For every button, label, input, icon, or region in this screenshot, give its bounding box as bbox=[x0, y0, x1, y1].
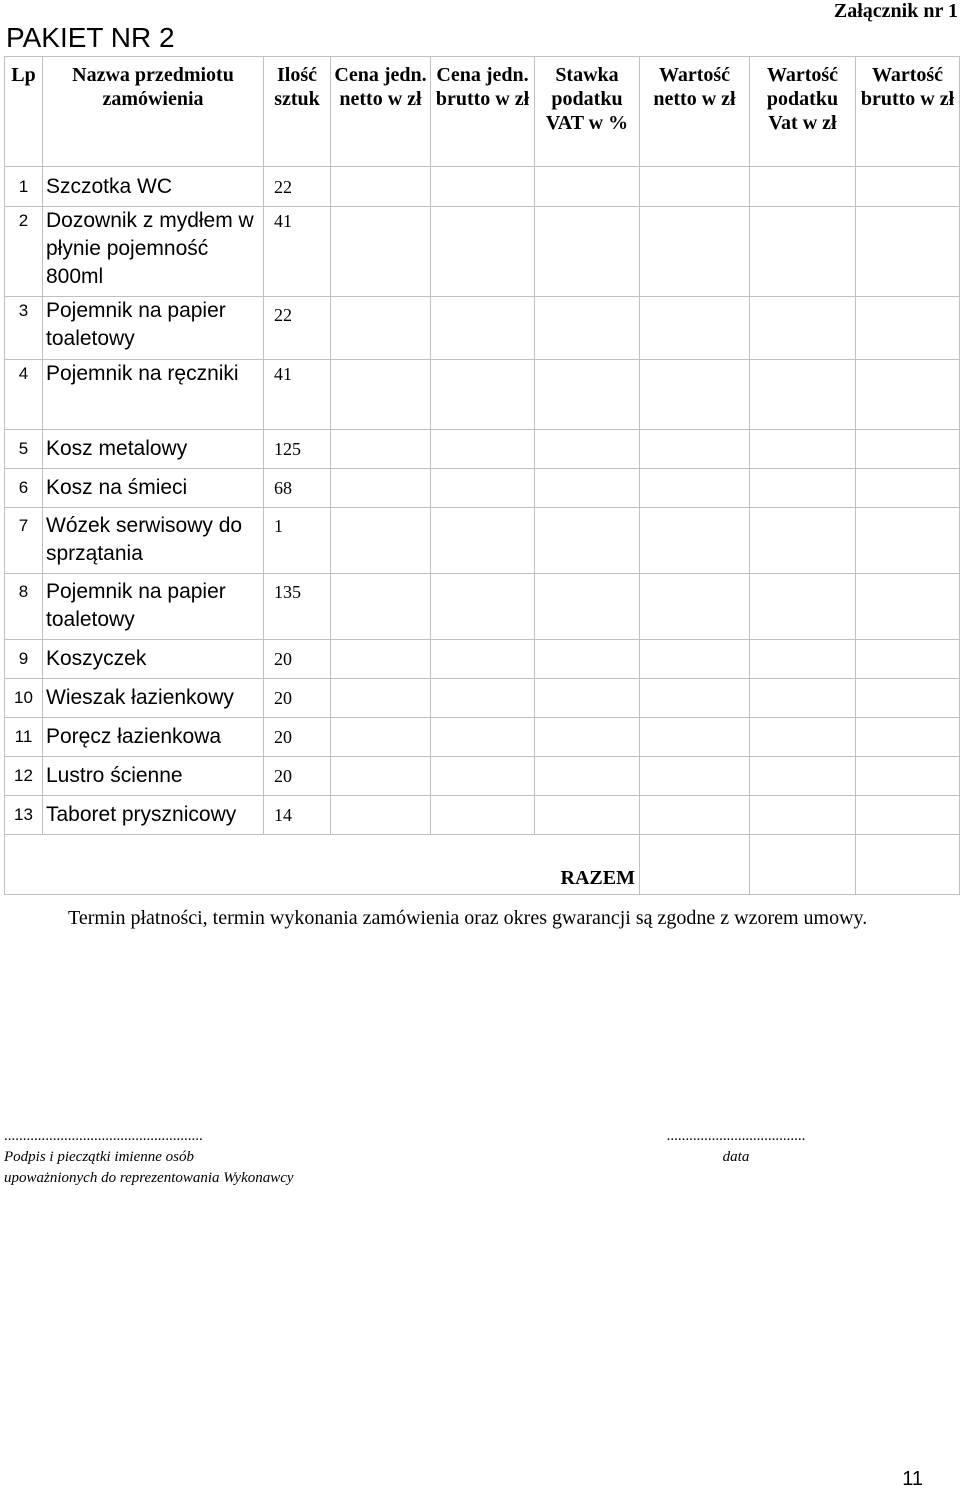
col-header-lp: Lp bbox=[5, 57, 43, 167]
row-lp: 4 bbox=[5, 360, 43, 430]
row-name: Wieszak łazienkowy bbox=[43, 679, 264, 718]
signature-label-line2: upoważnionych do reprezentowania Wykonawcy bbox=[4, 1170, 294, 1186]
gross-value-cell[interactable] bbox=[856, 574, 960, 640]
row-lp: 10 bbox=[5, 679, 43, 718]
col-header-net-value: Wartość netto w zł bbox=[640, 57, 750, 167]
row-qty: 14 bbox=[264, 796, 331, 835]
net-unit-cell[interactable] bbox=[331, 718, 431, 757]
vat-rate-cell[interactable] bbox=[535, 718, 640, 757]
gross-value-cell[interactable] bbox=[856, 360, 960, 430]
row-name: Koszyczek bbox=[43, 640, 264, 679]
row-qty: 22 bbox=[264, 167, 331, 207]
row-lp: 2 bbox=[5, 207, 43, 297]
net-value-cell[interactable] bbox=[640, 718, 750, 757]
row-lp: 9 bbox=[5, 640, 43, 679]
vat-rate-cell[interactable] bbox=[535, 508, 640, 574]
table-row bbox=[5, 469, 960, 508]
gross-value-cell[interactable] bbox=[856, 469, 960, 508]
vat-value-cell[interactable] bbox=[750, 207, 856, 297]
gross-unit-cell[interactable] bbox=[431, 796, 535, 835]
row-lp: 6 bbox=[5, 469, 43, 508]
vat-rate-cell[interactable] bbox=[535, 360, 640, 430]
col-header-vat-value: Wartość podatku Vat w zł bbox=[750, 57, 856, 167]
gross-unit-cell[interactable] bbox=[431, 508, 535, 574]
row-lp: 8 bbox=[5, 574, 43, 640]
row-qty: 68 bbox=[264, 469, 331, 508]
row-lp: 11 bbox=[5, 718, 43, 757]
net-value-cell[interactable] bbox=[640, 167, 750, 207]
net-value-cell[interactable] bbox=[640, 757, 750, 796]
row-lp: 13 bbox=[5, 796, 43, 835]
row-qty: 20 bbox=[264, 718, 331, 757]
gross-value-cell[interactable] bbox=[856, 207, 960, 297]
package-title: PAKIET NR 2 bbox=[6, 22, 175, 53]
net-unit-cell[interactable] bbox=[331, 796, 431, 835]
row-qty: 41 bbox=[264, 360, 331, 430]
gross-value-cell[interactable] bbox=[856, 679, 960, 718]
row-name: Szczotka WC bbox=[43, 167, 264, 207]
signature-label-line1: Podpis i pieczątki imienne osób bbox=[4, 1149, 194, 1165]
gross-value-cell[interactable] bbox=[856, 796, 960, 835]
gross-value-cell[interactable] bbox=[856, 640, 960, 679]
table-row bbox=[5, 508, 960, 574]
net-value-cell[interactable] bbox=[640, 574, 750, 640]
table-row bbox=[5, 796, 960, 835]
net-value-cell[interactable] bbox=[640, 796, 750, 835]
vat-rate-cell[interactable] bbox=[535, 640, 640, 679]
net-value-cell[interactable] bbox=[640, 640, 750, 679]
row-name: Kosz metalowy bbox=[43, 430, 264, 469]
table-row bbox=[5, 430, 960, 469]
date-label: data bbox=[722, 1149, 750, 1165]
total-vat-value-cell[interactable] bbox=[750, 835, 856, 895]
vat-value-cell[interactable] bbox=[750, 360, 856, 430]
net-unit-cell[interactable] bbox=[331, 679, 431, 718]
net-unit-cell[interactable] bbox=[331, 430, 431, 469]
gross-unit-cell[interactable] bbox=[431, 360, 535, 430]
vat-value-cell[interactable] bbox=[750, 297, 856, 360]
total-row bbox=[5, 835, 960, 895]
net-unit-cell[interactable] bbox=[331, 640, 431, 679]
vat-value-cell[interactable] bbox=[750, 718, 856, 757]
row-name: Taboret prysznicowy bbox=[43, 796, 264, 835]
terms-note: Termin płatności, termin wykonania zamówienia oraz okres gwarancji są zgodne z wzorem umowy. bbox=[68, 907, 868, 929]
row-lp: 5 bbox=[5, 430, 43, 469]
gross-value-cell[interactable] bbox=[856, 718, 960, 757]
net-unit-cell[interactable] bbox=[331, 297, 431, 360]
vat-value-cell[interactable] bbox=[750, 679, 856, 718]
row-lp: 3 bbox=[5, 297, 43, 360]
vat-value-cell[interactable] bbox=[750, 430, 856, 469]
col-header-vat-rate: Stawka podatku VAT w % bbox=[535, 57, 640, 167]
vat-value-cell[interactable] bbox=[750, 640, 856, 679]
annex-label: Załącznik nr 1 bbox=[833, 0, 958, 22]
net-value-cell[interactable] bbox=[640, 297, 750, 360]
total-net-value-cell[interactable] bbox=[640, 835, 750, 895]
table-row bbox=[5, 360, 960, 430]
vat-rate-cell[interactable] bbox=[535, 757, 640, 796]
net-value-cell[interactable] bbox=[640, 360, 750, 430]
gross-value-cell[interactable] bbox=[856, 757, 960, 796]
net-unit-cell[interactable] bbox=[331, 167, 431, 207]
row-name: Lustro ścienne bbox=[43, 757, 264, 796]
table-row bbox=[5, 679, 960, 718]
table-row bbox=[5, 757, 960, 796]
row-name: Kosz na śmieci bbox=[43, 469, 264, 508]
order-table bbox=[4, 56, 960, 895]
vat-rate-cell[interactable] bbox=[535, 297, 640, 360]
gross-unit-cell[interactable] bbox=[431, 430, 535, 469]
row-qty: 20 bbox=[264, 679, 331, 718]
col-header-gross-value: Wartość brutto w zł bbox=[856, 57, 960, 167]
gross-unit-cell[interactable] bbox=[431, 207, 535, 297]
col-header-net-unit: Cena jedn. netto w zł bbox=[331, 57, 431, 167]
row-qty: 20 bbox=[264, 757, 331, 796]
table-row bbox=[5, 207, 960, 297]
table-header-row bbox=[5, 57, 960, 167]
net-unit-cell[interactable] bbox=[331, 757, 431, 796]
gross-unit-cell[interactable] bbox=[431, 469, 535, 508]
gross-unit-cell[interactable] bbox=[431, 757, 535, 796]
vat-value-cell[interactable] bbox=[750, 574, 856, 640]
date-line: ..................................... bbox=[666, 1128, 806, 1144]
vat-rate-cell[interactable] bbox=[535, 574, 640, 640]
row-name: Pojemnik na ręczniki bbox=[43, 360, 264, 430]
col-header-qty: Ilość sztuk bbox=[264, 57, 331, 167]
vat-value-cell[interactable] bbox=[750, 796, 856, 835]
net-unit-cell[interactable] bbox=[331, 207, 431, 297]
net-value-cell[interactable] bbox=[640, 679, 750, 718]
gross-unit-cell[interactable] bbox=[431, 167, 535, 207]
net-value-cell[interactable] bbox=[640, 469, 750, 508]
vat-rate-cell[interactable] bbox=[535, 430, 640, 469]
table-row bbox=[5, 167, 960, 207]
row-qty: 41 bbox=[264, 207, 331, 297]
vat-value-cell[interactable] bbox=[750, 167, 856, 207]
vat-rate-cell[interactable] bbox=[535, 679, 640, 718]
table-row bbox=[5, 574, 960, 640]
gross-value-cell[interactable] bbox=[856, 297, 960, 360]
row-qty: 20 bbox=[264, 640, 331, 679]
signature-block-contractor bbox=[4, 1126, 294, 1189]
gross-value-cell[interactable] bbox=[856, 508, 960, 574]
vat-rate-cell[interactable] bbox=[535, 469, 640, 508]
row-qty: 125 bbox=[264, 430, 331, 469]
vat-rate-cell[interactable] bbox=[535, 207, 640, 297]
row-qty: 135 bbox=[264, 574, 331, 640]
table-row bbox=[5, 297, 960, 360]
vat-rate-cell[interactable] bbox=[535, 167, 640, 207]
signature-line: ..................................................... bbox=[4, 1128, 203, 1144]
table-row bbox=[5, 640, 960, 679]
row-name: Poręcz łazienkowa bbox=[43, 718, 264, 757]
vat-value-cell[interactable] bbox=[750, 508, 856, 574]
vat-rate-cell[interactable] bbox=[535, 796, 640, 835]
net-value-cell[interactable] bbox=[640, 508, 750, 574]
row-lp: 1 bbox=[5, 167, 43, 207]
vat-value-cell[interactable] bbox=[750, 469, 856, 508]
vat-value-cell[interactable] bbox=[750, 757, 856, 796]
signature-block-date bbox=[650, 1126, 822, 1168]
net-value-cell[interactable] bbox=[640, 207, 750, 297]
gross-value-cell[interactable] bbox=[856, 167, 960, 207]
net-unit-cell[interactable] bbox=[331, 469, 431, 508]
col-header-name: Nazwa przedmiotu zamówienia bbox=[43, 57, 264, 167]
total-label: RAZEM bbox=[5, 835, 640, 895]
row-qty: 22 bbox=[264, 297, 331, 360]
gross-unit-cell[interactable] bbox=[431, 679, 535, 718]
row-qty: 1 bbox=[264, 508, 331, 574]
net-unit-cell[interactable] bbox=[331, 360, 431, 430]
row-name: Dozownik z mydłem w płynie pojemność 800ml bbox=[43, 207, 264, 297]
gross-unit-cell[interactable] bbox=[431, 574, 535, 640]
row-name: Wózek serwisowy do sprzątania bbox=[43, 508, 264, 574]
net-value-cell[interactable] bbox=[640, 430, 750, 469]
gross-unit-cell[interactable] bbox=[431, 297, 535, 360]
page-number: 11 bbox=[902, 1468, 923, 1490]
net-unit-cell[interactable] bbox=[331, 574, 431, 640]
row-name: Pojemnik na papier toaletowy bbox=[43, 297, 264, 360]
gross-unit-cell[interactable] bbox=[431, 640, 535, 679]
total-gross-value-cell[interactable] bbox=[856, 835, 960, 895]
net-unit-cell[interactable] bbox=[331, 508, 431, 574]
gross-unit-cell[interactable] bbox=[431, 718, 535, 757]
gross-value-cell[interactable] bbox=[856, 430, 960, 469]
table-row bbox=[5, 718, 960, 757]
col-header-gross-unit: Cena jedn. brutto w zł bbox=[431, 57, 535, 167]
row-lp: 12 bbox=[5, 757, 43, 796]
row-name: Pojemnik na papier toaletowy bbox=[43, 574, 264, 640]
row-lp: 7 bbox=[5, 508, 43, 574]
